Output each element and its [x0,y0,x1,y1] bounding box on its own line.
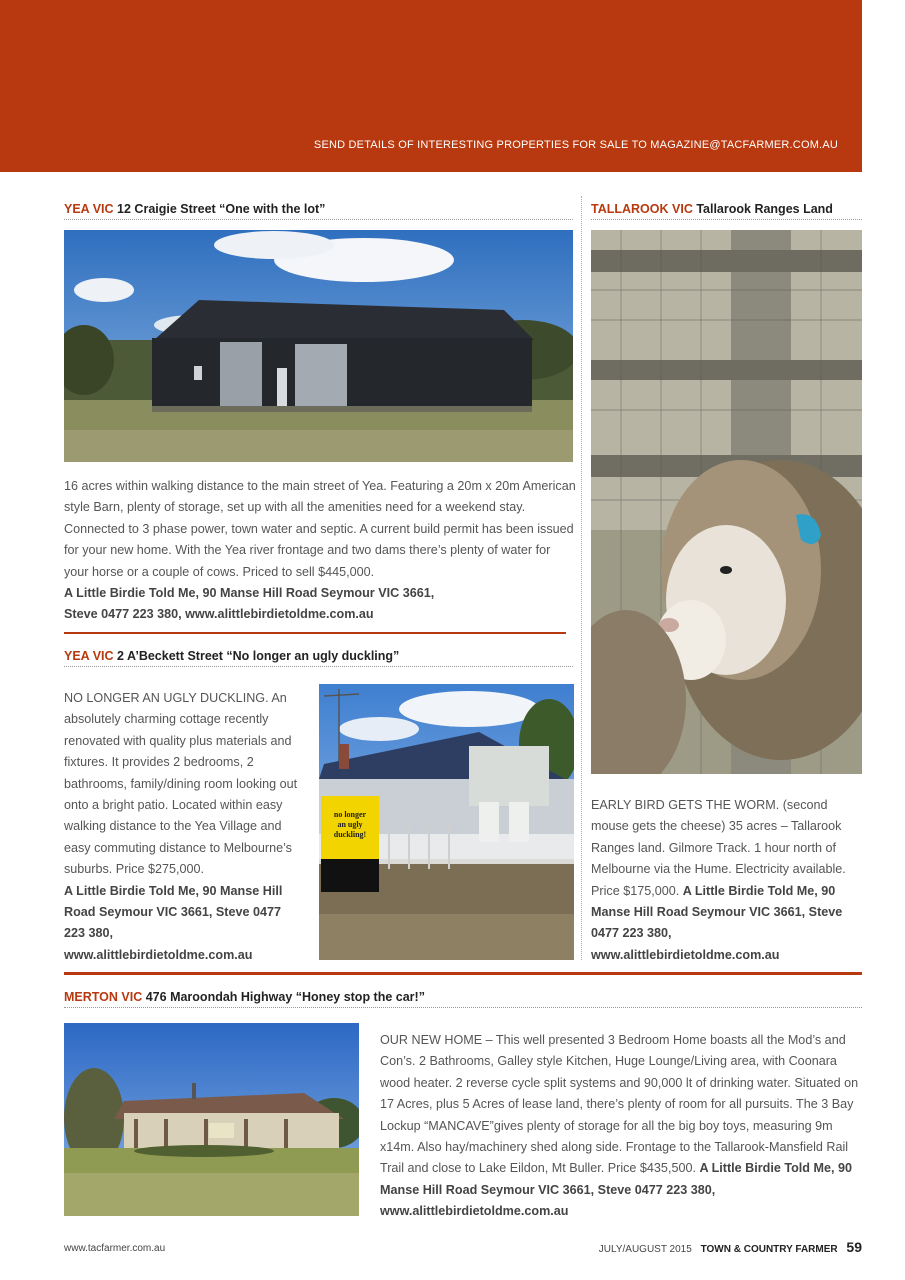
listing-1-contact: Steve 0477 223 380, www.alittlebirdietoldme.com.au [64,607,374,622]
listing-1-title: 12 Craigie Street “One with the lot” [117,202,326,216]
listing-4-heading [64,990,862,1008]
footer-website: www.tacfarmer.com.au [64,1243,166,1254]
listing-2-location: YEA VIC [64,649,114,663]
banner-submission-note: SEND DETAILS OF INTERESTING PROPERTIES FOR SALE TO MAGAZINE@TACFARMER.COM.AU [313,139,838,151]
listing-4-title: 476 Maroondah Highway “Honey stop the car!” [145,990,425,1004]
listing-3-description: EARLY BIRD GETS THE WORM. (second mouse gets the cheese) 35 acres – Tallarook Ranges land. Gilmore Track. 1 hour north of Melbourne via the Hume. Electricity available. Price $175,000. [591,798,846,898]
svg-text:an ugly: an ugly [337,820,363,829]
header-banner [0,0,862,172]
listing-4-text [380,1030,862,1223]
page-number: 59 [846,1239,862,1255]
column-divider [581,196,582,960]
listing-1-description: 16 acres within walking distance to the main street of Yea. Featuring a 20m x 20m American style Barn, plenty of storage, set up with all the amenities need for a weekend stay. Connected to 3 phase power, town water and septic. A current build permit has been issued for your new home. With the Yea river frontage and two dams there’s plenty of water for your horse or a couple of cows. Priced to sell $445,000. [64,479,576,579]
svg-text:no longer: no longer [333,810,367,819]
listing-1-text [64,476,576,626]
listing-2-agent: A Little Birdie Told Me, 90 Manse Hill Road Seymour VIC 3661, Steve 0477 223 380, www.alittlebirdietoldme.com.au [64,883,283,962]
listing-3-sheep-photo [591,230,862,774]
listing-4-home-photo [64,1023,359,1216]
listing-2-heading [64,649,573,667]
listing-3-title: Tallarook Ranges Land [696,202,833,216]
listing-1-location: YEA VIC [64,202,114,216]
listing-2-title: 2 A’Beckett Street “No longer an ugly duckling” [117,649,400,663]
footer-info [599,1239,862,1255]
listing-4-agent: A Little Birdie Told Me, 90 Manse Hill Road Seymour VIC 3661, Steve 0477 223 380, www.alittlebirdietoldme.com.au [380,1161,852,1219]
listing-1-agent: A Little Birdie Told Me, 90 Manse Hill Road Seymour VIC 3661, [64,586,435,601]
footer-magazine-name: TOWN & COUNTRY FARMER [700,1244,838,1255]
listing-2-cottage-photo [319,684,574,960]
listing-1-barn-photo [64,230,573,462]
listing-4-location: MERTON VIC [64,990,143,1004]
footer-issue: JULY/AUGUST 2015 [598,1244,692,1255]
listing-4-description: OUR NEW HOME – This well presented 3 Bedroom Home boasts all the Mod’s and Con’s. 2 Bathrooms, Galley style Kitchen, Huge Lounge/Living area, with Coonara wood heater. 2 reverse cycle split systems and 90,000 lt of drinking water. Situated on 17 Acres, plus 5 Acres of lease land, there’s plenty of room for all pursuits. The 3 Bay Lockup “MANCAVE”gives plenty of storage for all the big boy toys, measuring 9m x14m. Also hay/machinery shed along side. Frontage to the Tallarook-Mansfield Rail Trail and close to Lake Eildon, Mt Buller. Price $435,500. [380,1033,859,1176]
listing-1-divider [64,632,566,634]
listing-3-text [591,795,862,966]
svg-text:duckling!: duckling! [333,830,367,839]
listing-2-text [64,688,304,966]
listing-3-agent: A Little Birdie Told Me, 90 Manse Hill Road Seymour VIC 3661, Steve 0477 223 380, www.alittlebirdietoldme.com.au [591,883,843,962]
section-divider [64,972,862,975]
listing-2-description: NO LONGER AN UGLY DUCKLING. An absolutely charming cottage recently renovated with quality plus materials and fixtures. It provides 2 bedrooms, 2 bathrooms, family/dining room looking out onto a bright patio. Located within easy walking distance to the Yea Village and easy commuting distance to Melbourne’s suburbs. Price $275,000. [64,691,298,877]
listing-3-heading [591,202,862,220]
listing-1-heading [64,202,573,220]
listing-3-location: TALLAROOK VIC [591,202,693,216]
